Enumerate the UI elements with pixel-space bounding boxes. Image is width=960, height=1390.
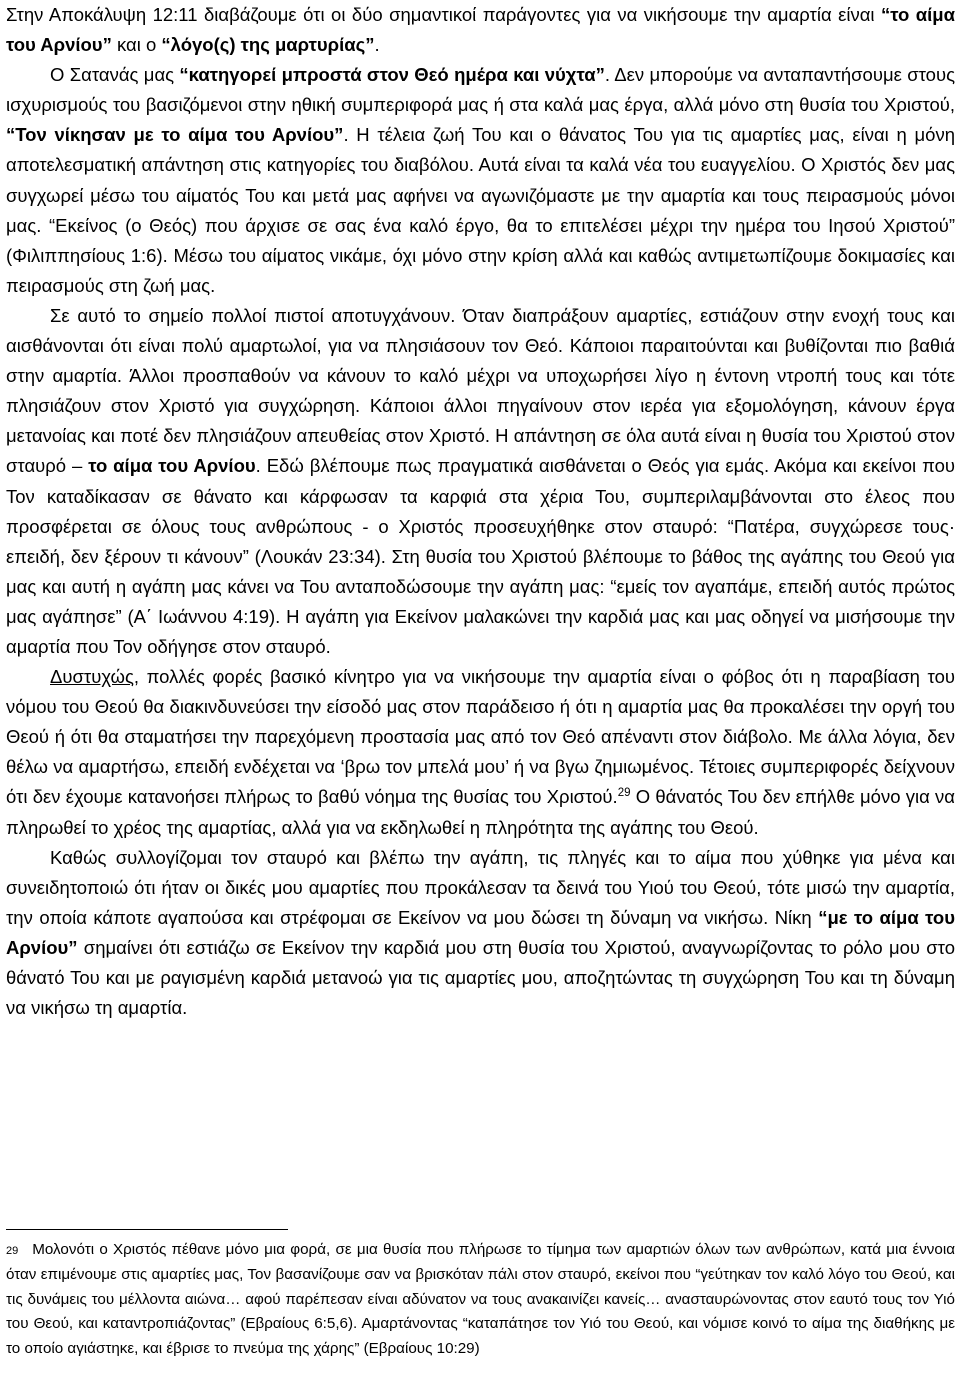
text-run: Ο Σατανάς μας: [50, 64, 180, 86]
bold-quote-with-blood: “με το αίμα του Αρνίου”: [6, 906, 955, 958]
text-run: σημαίνει ότι εστιάζω σε Εκείνον την καρδιά μου στη θυσία του Χριστού, αναγνωρίζοντας το ρόλο μου στο θάνατό Του και με ραγισμένη καρδιά μετανοώ για τις αμαρτίες μου, αποζητώντας τη συγχώρηση Του και τη δύναμη να νικήσω τη αμαρτία.: [6, 936, 955, 1019]
text-run: Σε αυτό το σημείο πολλοί πιστοί αποτυγχάνουν. Όταν διαπράξουν αμαρτίες, εστιάζουν στην ενοχή τους και αισθάνονται ότι είναι πολύ αμαρτωλοί, για να πλησιάσουν τον Θεό. Κάποιοι παραιτούνται και βυθίζονται πιο βαθιά στην αμαρτία. Άλλοι προσπαθούν να κάνουν το καλό μέχρι να υποχωρήσει λίγο η έντονη ντροπή τους και τότε πλησιάζουν στον Χριστό για συγχώρηση. Κάποιοι άλλοι πηγαίνουν στον ιερέα για εξομολόγηση, κάνουν έργα μετανοίας και ποτέ δεν πλησιάζουν απευθείας στον Χριστό. Η απάντηση σε όλα αυτά είναι η θυσία του Χριστού στον σταυρό –: [6, 304, 955, 477]
text-run: .: [374, 34, 380, 56]
footnote-body: Μολονότι ο Χριστός πέθανε μόνο μια φορά, σε μια θυσία που πλήρωσε το τίμημα των αμαρτιών όλων των ανθρώπων, κατά μια έννοια όταν επιμένουμε στις αμαρτίες μας, Τον βασανίζουμε σαν να βρισκόταν πάλι στον σταυρό, εκείνοι που “γεύτηκαν τον καλό λόγο του Θεού, και τις δυνάμεις του μέλλοντα αιώνα… αφού παρέπεσαν είναι αδύνατον να τους ανακαινίζει κανείς… ανασταυρώνοντας στον εαυτό τους τον Υιό του Θεού, και καταντροπιάζοντας” (Εβραίους 6:5,6). Αμαρτάνοντας “καταπάτησε τον Υιό του Θεού, και νόμισε κοινό το αίμα της διαθήκης με το οποίο αγιάστηκε, και έβρισε το πνεύμα της χάρης” (Εβραίους 10:29): [6, 1241, 955, 1358]
bold-quote-blood-of-lamb: “το αίμα του Αρνίου”: [6, 4, 956, 56]
underlined-word: Δυστυχώς: [50, 666, 134, 688]
paragraph-3: [6, 301, 955, 662]
document-body: [6, 0, 955, 1023]
paragraph-4: [6, 662, 955, 843]
footnote-text: [6, 1238, 955, 1362]
bold-quote-word-of-testimony: “λόγο(ς) της μαρτυρίας”: [161, 34, 375, 56]
text-run: , πολλές φορές βασικό κίνητρο για να νικήσουμε την αμαρτία είναι ο φόβος ότι η παραβίαση του νόμου του Θεού θα διακινδυνεύσει την είσοδό μας στον παράδεισο ή ότι η αμαρτία μας θα προκαλέσει την οργή του Θεού ή ότι θα σταματήσει την παρεχόμενη προστασία μας από τον Θεό απέναντι στον διάβολο. Με άλλα λόγια, δεν θέλω να αμαρτήσω, επειδή ενδέχεται να ‘βρω τον μπελά μου’ ή να βγω ζημιωμένος. Τέτοιες συμπεριφορές δείχνουν ότι δεν έχουμε κατανοήσει πλήρως το βαθύ νόημα της θυσίας του Χριστού.: [6, 666, 955, 808]
text-run: . Η τέλεια ζωή Του και ο θάνατος Του για τις αμαρτίες μας, είναι η μόνη αποτελεσματική απάντηση στις κατηγορίες του διαβόλου. Αυτά είναι τα καλά νέα του ευαγγελίου. Ο Χριστός δεν μας συγχωρεί μέσω του αίματός Του και μετά μας αφήνει να αγωνιζόμαστε με την αμαρτία και τους πειρασμούς μόνοι μας. “Εκείνος (ο Θεός) που άρχισε σε σας ένα καλό έργο, θα το επιτελέσει μέχρι την ημέρα του Ιησού Χριστού” (Φιλιππησίους 1:6). Μέσω του αίματος νικάμε, όχι μόνο στην κρίση αλλά και καθώς αντιμετωπίζουμε δοκιμασίες και πειρασμούς στη ζωή μας.: [6, 124, 955, 296]
text-run: . Εδώ βλέπουμε πως πραγματικά αισθάνεται ο Θεός για εμάς. Ακόμα και εκείνοι που Τον καταδίκασαν σε θάνατο και κάρφωσαν τα καρφιά στα χέρια Του, συμπεριλαμβάνονται στο έλεος που προσφέρεται σε όλους τους ανθρώπους - ο Χριστός προσευχήθηκε στον σταυρό: “Πατέρα, συγχώρεσε τους· επειδή, δεν ξέρουν τι κάνουν” (Λουκάν 23:34). Στη θυσία του Χριστού βλέπουμε το βάθος της αγάπης του Θεού για μας και αυτή η αγάπη μας κάνει να Του ανταποδώσουμε την αγάπη μας: “εμείς τον αγαπάμε, επειδή αυτός πρώτος μας αγάπησε” (Α΄ Ιωάννου 4:19). Η αγάπη για Εκείνον μαλακώνει την καρδιά μας και μας οδηγεί να μισήσουμε την αμαρτία που Τον οδήγησε στον σταυρό.: [6, 455, 955, 657]
paragraph-5: [6, 843, 955, 1024]
bold-quote-overcame: “Τον νίκησαν με το αίμα του Αρνίου”: [6, 124, 344, 146]
text-run: Καθώς συλλογίζομαι τον σταυρό και βλέπω την αγάπη, τις πληγές και το αίμα που χύθηκε για μένα και συνειδητοποιώ ότι ήταν οι δικές μου αμαρτίες που προκάλεσαν τα δεινά του Υιού του Θεού, τότε μισώ την αμαρτία, την οποία κάποτε αγαπούσα και στρέφομαι σε Εκείνον να μου δώσει τη δύναμη να νικήσω. Νίκη: [6, 846, 955, 928]
paragraph-1: [6, 0, 955, 60]
footnote-number: 29: [6, 1245, 19, 1257]
text-run: Ο θάνατός Του δεν επήλθε μόνο για να πληρωθεί το χρέος της αμαρτίας, αλλά για να εκδηλωθεί η πληρότητα της αγάπης του Θεού.: [6, 786, 955, 838]
footnote-reference: 29: [617, 787, 631, 800]
footnote: [6, 1238, 955, 1362]
footnote-separator: [6, 1229, 288, 1230]
bold-quote-accuses: “κατηγορεί μπροστά στον Θεό ημέρα και νύχτα”: [179, 64, 605, 86]
paragraph-2: [6, 60, 955, 301]
text-run: και ο: [111, 34, 162, 56]
text-run: Στην Αποκάλυψη 12:11 διαβάζουμε ότι οι δύο σημαντικοί παράγοντες για να νικήσουμε την αμαρτία είναι: [6, 4, 882, 25]
text-run: . Δεν μπορούμε να ανταπαντήσουμε στους ισχυρισμούς του βασιζόμενοι στην ηθική συμπεριφορά μας ή στα καλά μας έργα, αλλά μόνο στη θυσία του Χριστού,: [6, 64, 955, 116]
bold-blood-of-lamb: το αίμα του Αρνίου: [88, 455, 256, 477]
